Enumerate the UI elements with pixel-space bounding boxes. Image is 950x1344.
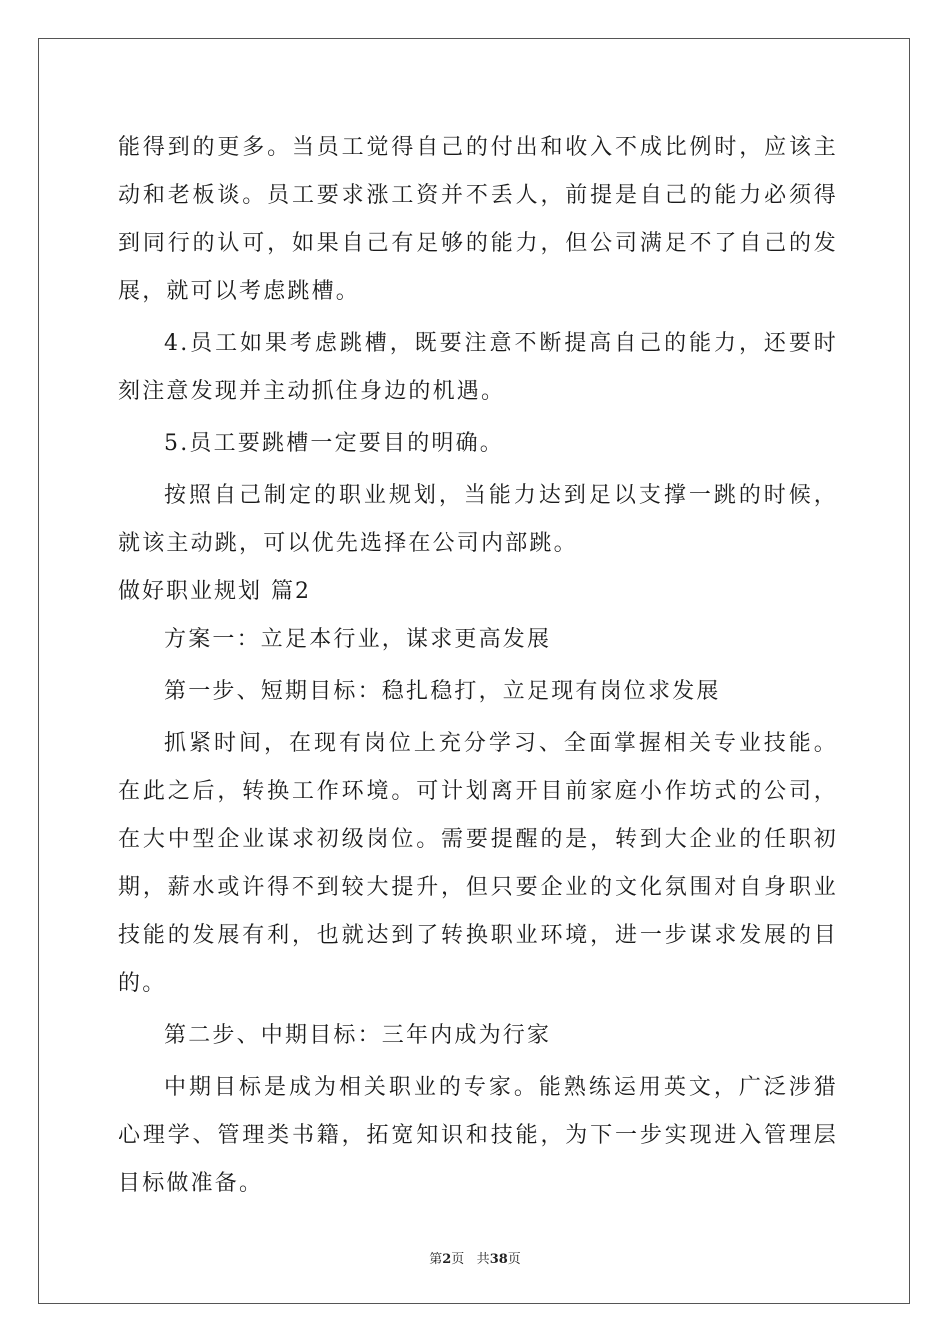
- document-body: [118, 124, 838, 1208]
- total-pages: 38: [489, 1252, 508, 1267]
- paragraph-item-5: 5.员工要跳槽一定要目的明确。: [164, 431, 504, 456]
- paragraph-step-one-detail: 抓紧时间，在现有岗位上充分学习、全面掌握相关专业技能。在此之后，转换工作环境。可计划离开目前家庭小作坊式的公司，在大中型企业谋求初级岗位。需要提醒的是，转到大企业的任职初期，薪水或许得不到较大提升，但只要企业的文化氛围对自身职业技能的发展有利，也就达到了转换职业环境，进一步谋求发展的目的。: [118, 731, 838, 996]
- paragraph-step-two-detail: 中期目标是成为相关职业的专家。能熟练运用英文，广泛涉猎心理学、管理类书籍，拓宽知识和技能，为下一步实现进入管理层目标做准备。: [118, 1075, 838, 1196]
- paragraph-step-two: 第二步、中期目标：三年内成为行家: [164, 1023, 552, 1048]
- paragraph-continuation: 能得到的更多。当员工觉得自己的付出和收入不成比例时，应该主动和老板谈。员工要求涨工资并不丢人，前提是自己的能力必须得到同行的认可，如果自己有足够的能力，但公司满足不了自己的发展，就可以考虑跳槽。: [118, 135, 838, 304]
- paragraph-item-4: 4.员工如果考虑跳槽，既要注意不断提高自己的能力，还要时刻注意发现并主动抓住身边的机遇。: [118, 331, 838, 404]
- page-number: 2: [442, 1252, 452, 1267]
- section-heading: 做好职业规划 篇2: [118, 579, 311, 604]
- total-prefix: 共: [476, 1252, 490, 1267]
- paragraph-step-one: 第一步、短期目标：稳扎稳打，立足现有岗位求发展: [164, 679, 721, 704]
- page-footer: [0, 1248, 950, 1267]
- page-suffix: 页: [451, 1252, 465, 1267]
- page-prefix: 第: [429, 1252, 443, 1267]
- paragraph-plan-one: 方案一：立足本行业，谋求更高发展: [164, 627, 552, 652]
- paragraph-career-plan: 按照自己制定的职业规划，当能力达到足以支撑一跳的时候，就该主动跳，可以优先选择在公司内部跳。: [118, 483, 838, 556]
- total-suffix: 页: [507, 1252, 521, 1267]
